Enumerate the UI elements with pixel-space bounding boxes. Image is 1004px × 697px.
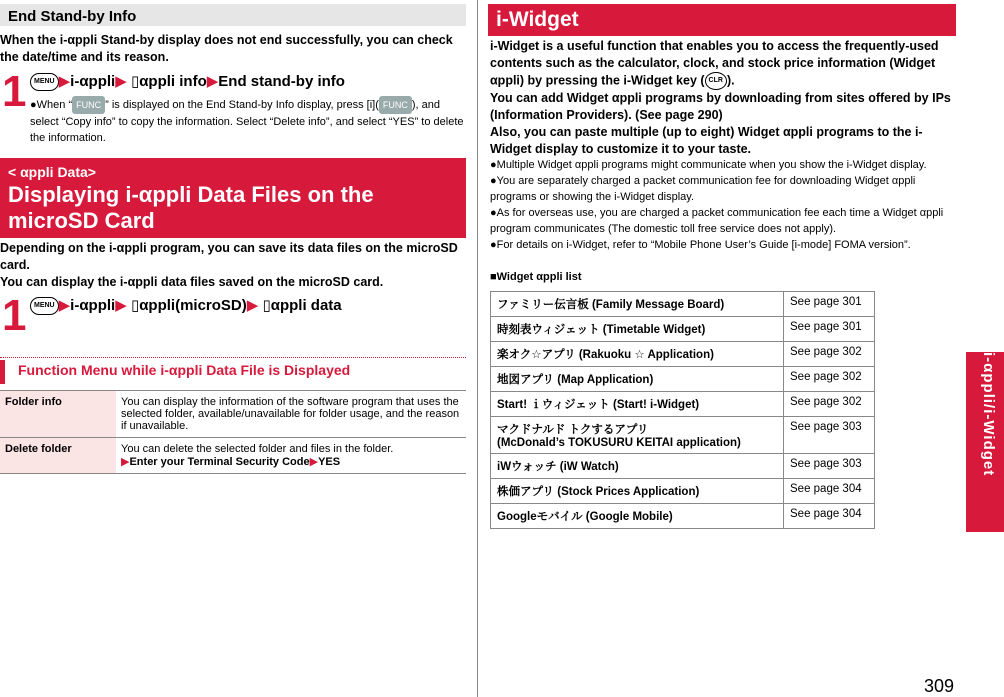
table-row [0, 391, 466, 438]
table-cell-desc: You can display the information of the software program that uses the selected folder, available/unavailable for folder usage, and the reason if unavailable. [116, 391, 466, 438]
list-item: ●For details on i-Widget, refer to “Mobile Phone User’s Guide [i-mode] FOMA version”. [490, 239, 911, 251]
widget-list-heading: ■Widget αppli list [490, 271, 582, 283]
widget-list-table [490, 291, 875, 529]
menu-key-icon: MENU [30, 297, 59, 315]
table-row: Start! ｉウィジェット (Start! i-Widget) See page 302 [491, 392, 875, 417]
table-cell-desc: You can delete the selected folder and files in the folder. ▶Enter your Terminal Security Code▶YES [116, 438, 466, 474]
section-heading-end-standby: End Stand-by Info [0, 4, 466, 26]
bullet-icon: ● [30, 98, 37, 111]
table-cell-key: Folder info [0, 391, 116, 438]
table-row: マクドナルド トクするアプリ (McDonald’s TOKUSURU KEITAI application) See page 303 [491, 417, 875, 454]
section-heading-microsd [0, 158, 466, 238]
appli-icon: ▯ [130, 73, 140, 90]
table-row: iWウォッチ (iW Watch) See page 303 [491, 454, 875, 479]
end-standby-intro: When the i-αppli Stand-by display does not end successfully, you can check the date/time and its reason. [0, 33, 453, 64]
i-widget-para-3: Also, you can paste multiple (up to eight) Widget αppli programs to the i-Widget display to customize it to your taste. [490, 125, 923, 156]
step-item: i-αppli [70, 73, 116, 90]
step-item: αppli(microSD) [139, 297, 247, 314]
step-item: αppli data [270, 297, 342, 314]
step-item: End stand-by info [218, 73, 345, 90]
microsd-intro: Depending on the i-αppli program, you can save its data files on the microSD card. [0, 241, 458, 272]
i-widget-para-2: You can add Widget αppli programs by downloading from sites offered by IPs (Information Providers). (See page 290) [490, 91, 951, 122]
list-item: ●As for overseas use, you are charged a packet communication fee each time a Widget αppli program communicates (The domestic toll free service does not apply). [490, 207, 944, 235]
step-number: 1 [2, 291, 27, 340]
list-item: ●Multiple Widget αppli programs might communicate when you show the i-Widget display. [490, 159, 927, 171]
table-row: 楽オク☆アプリ (Rakuoku ☆ Application) See page 302 [491, 342, 875, 367]
microsd-intro-2: You can display the i-αppli data files saved on the microSD card. [0, 275, 384, 289]
appli-icon: ▯ [262, 297, 271, 314]
side-tab-label: i-αppli/i-Widget [980, 352, 997, 477]
end-standby-note: ●When “ FUNC ” is displayed on the End Stand-by Info display, press [i]( FUNC ), and select “Copy info” to copy the information. Select “Delete info”, and select “YES” to delete the information. [30, 96, 470, 146]
menu-key-icon: MENU [30, 73, 59, 91]
section-heading-i-widget: i-Widget [488, 4, 956, 36]
column-divider [477, 0, 478, 697]
step-item: i-αppli [70, 297, 116, 314]
i-widget-bullets [490, 157, 952, 253]
function-menu-heading: Function Menu while i-αppli Data File is Displayed [0, 357, 466, 383]
table-row: 時刻表ウィジェット (Timetable Widget) See page 301 [491, 317, 875, 342]
table-row [0, 438, 466, 474]
step-instruction: MENU ▶i-αppli▶ ▯αppli info▶End stand-by info [30, 72, 470, 91]
i-key-icon: [i] [366, 98, 376, 111]
i-widget-para-1: i-Widget is a useful function that enables you to access the frequently-used contents such as the calculator, clock, and stock price information (Widget αppli) by pressing the i-Widget key ( CLR ). [490, 38, 952, 90]
func-icon: FUNC [72, 96, 105, 114]
section-subtitle: < αppli Data> [8, 164, 96, 180]
appli-icon: ▯ [130, 297, 140, 314]
func-icon: FUNC [379, 96, 412, 114]
table-row: 株価アプリ (Stock Prices Application) See page 304 [491, 479, 875, 504]
list-item: ●You are separately charged a packet communication fee for downloading Widget αppli programs or showing the i-Widget display. [490, 175, 916, 203]
table-row: ファミリー伝言板 (Family Message Board) See page 301 [491, 292, 875, 317]
step-number: 1 [2, 67, 27, 116]
step-item: αppli info [139, 73, 207, 90]
clr-key-icon: CLR [705, 72, 727, 90]
section-title: Displaying i-αppli Data Files on the microSD Card [8, 182, 374, 233]
function-menu-table [0, 390, 466, 474]
table-row: 地図アプリ (Map Application) See page 302 [491, 367, 875, 392]
table-cell-key: Delete folder [0, 438, 116, 474]
page-number: 309 [924, 676, 955, 696]
step-instruction: MENU ▶i-αppli▶ ▯αppli(microSD)▶ ▯αppli data [30, 296, 470, 315]
table-row: Googleモバイル (Google Mobile) See page 304 [491, 504, 875, 529]
